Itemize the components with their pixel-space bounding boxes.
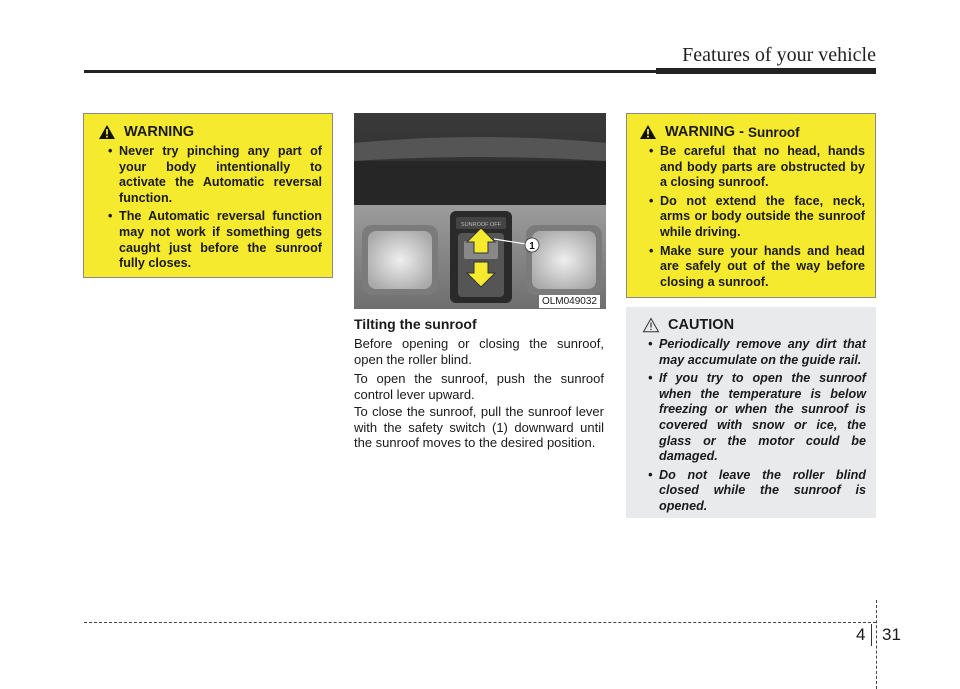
warning-title-text: WARNING -	[665, 124, 744, 140]
chapter-number: 4	[856, 625, 866, 644]
page-number: 31	[882, 625, 901, 644]
running-header: Features of your vehicle	[682, 44, 876, 66]
warning-icon	[639, 124, 657, 140]
warning-item: • Make sure your hands and head are safely out of the way before closing a sunroof.	[639, 244, 865, 291]
page-separator	[871, 624, 872, 646]
warning-title-text: WARNING	[124, 124, 195, 140]
switch-label: SUNROOF OFF	[460, 222, 502, 228]
warning-item: • Be careful that no head, hands and body parts are obstructed by a closing sunroof.	[639, 144, 865, 191]
caution-icon	[642, 317, 660, 333]
caution-item: • Periodically remove any dirt that may accumulate on the guide rail.	[638, 337, 866, 368]
callout-label: 1	[529, 241, 535, 252]
sunroof-control-photo	[354, 113, 606, 309]
warning-item: • Never try pinching any part of your body intentionally to activate the Automatic reversal function.	[98, 144, 322, 206]
caution-title-text: CAUTION	[668, 317, 735, 333]
caution-box	[626, 307, 876, 518]
warning-title	[639, 124, 865, 140]
warning-subtitle: Sunroof	[747, 124, 800, 140]
section-title: Tilting the sunroof	[354, 316, 477, 332]
warning-box-right	[626, 113, 876, 298]
warning-title	[98, 124, 322, 140]
warning-list	[98, 144, 322, 272]
warning-item: • The Automatic reversal function may not work if something gets caught just before the sunroof fully closes.	[98, 209, 322, 271]
footer-vertical-rule	[876, 600, 877, 689]
body-paragraph: To open the sunroof, push the sunroof control lever upward.	[354, 371, 604, 402]
warning-icon	[98, 124, 116, 140]
figure-code: OLM049032	[539, 295, 600, 308]
body-paragraph: To close the sunroof, pull the sunroof lever with the safety switch (1) downward until the sunroof moves to the desired position.	[354, 404, 604, 451]
header-rule-accent	[656, 68, 876, 74]
footer-rule	[84, 622, 876, 623]
caution-list	[638, 337, 866, 515]
warning-item: • Do not extend the face, neck, arms or body outside the sunroof while driving.	[639, 194, 865, 241]
caution-item: • If you try to open the sunroof when the temperature is below freezing or when the sunroof is covered with snow or ice, the glass or the motor could be damaged.	[638, 371, 866, 465]
caution-item: • Do not leave the roller blind closed while the sunroof is opened.	[638, 468, 866, 515]
warning-list	[639, 144, 865, 290]
figure-code-row	[354, 295, 606, 309]
caution-title	[638, 317, 866, 333]
warning-box-left	[83, 113, 333, 278]
body-paragraph: Before opening or closing the sunroof, open the roller blind.	[354, 336, 604, 367]
sunroof-control-illustration	[354, 113, 606, 309]
